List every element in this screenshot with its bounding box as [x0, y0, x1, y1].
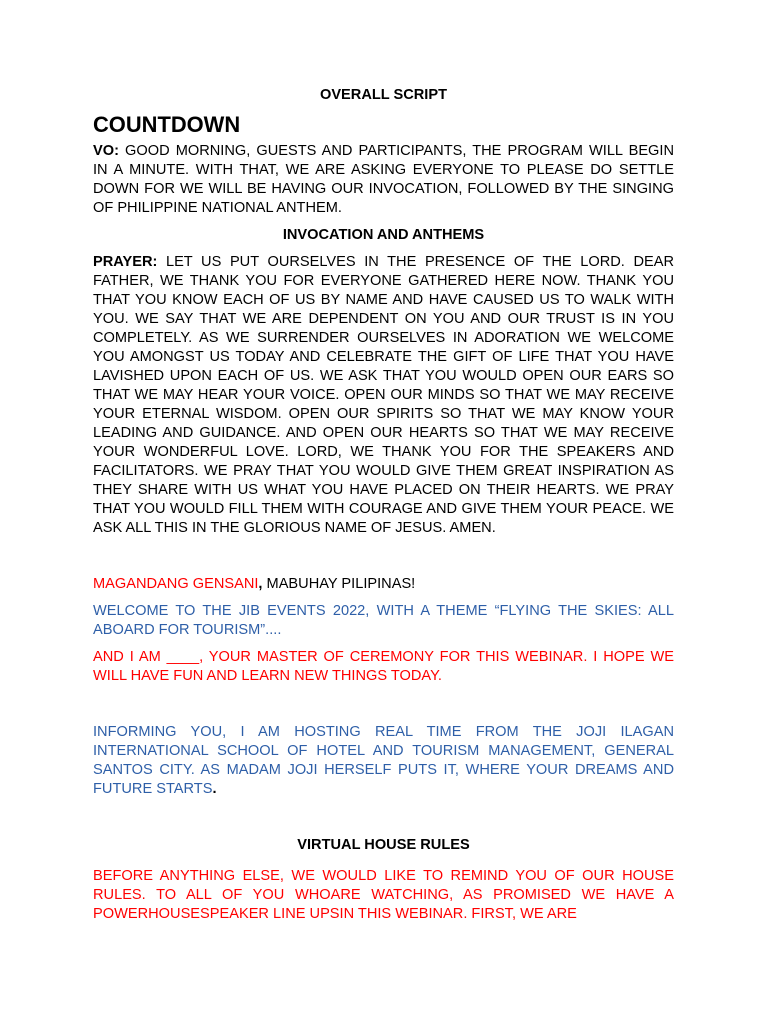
host-intro-paragraph: AND I AM ____, YOUR MASTER OF CEREMONY FOR THIS WEBINAR. I HOPE WE WILL HAVE FUN AND LEARN NEW THINGS TODAY.: [93, 649, 674, 684]
welcome-paragraph: WELCOME TO THE JIB EVENTS 2022, WITH A THEME “FLYING THE SKIES: ALL ABOARD FOR TOURISM”....: [93, 603, 674, 638]
countdown-heading: COUNTDOWN: [93, 112, 241, 137]
countdown-paragraph: [93, 142, 674, 218]
prayer-paragraph: [93, 253, 674, 538]
prayer-label: PRAYER:: [93, 254, 158, 270]
prayer-text: LET US PUT OURSELVES IN THE PRESENCE OF THE LORD. DEAR FATHER, WE THANK YOU FOR EVERYONE GATHERED HERE NOW. THANK YOU THAT YOU KNOW EACH OF US BY NAME AND HAVE CAUSED US TO WALK WITH YOU. WE SAY THAT WE ARE DEPENDENT ON YOU AND OUR TRUST IS IN YOU COMPLETELY. AS WE SURRENDER OURSELVES IN ADORATION WE WELCOME YOU AMONGST US TODAY AND CELEBRATE THE GIFT OF LIFE THAT YOU HAVE LAVISHED UPON EACH OF US. WE ASK THAT YOU WOULD OPEN OUR EARS SO THAT WE MAY HEAR YOUR VOICE. OPEN OUR MINDS SO THAT WE MAY RECEIVE YOUR ETERNAL WISDOM. OPEN OUR SPIRITS SO THAT WE MAY KNOW YOUR LEADING AND GUIDANCE. AND OPEN OUR HEARTS SO THAT WE MAY RECEIVE YOUR WONDERFUL LOVE. LORD, WE THANK YOU FOR THE SPEAKERS AND FACILITATORS. WE PRAY THAT YOU WOULD GIVE THEM GREAT INSPIRATION AS THEY SHARE WITH US WHAT YOU HAVE PLACED ON THEIR HEARTS. WE PRAY THAT YOU WOULD FILL THEM WITH COURAGE AND GIVE THEM YOUR PEACE. WE ASK ALL THIS IN THE GLORIOUS NAME OF JESUS. AMEN.: [93, 254, 674, 536]
informing-paragraph: [93, 723, 674, 799]
document-page: [93, 86, 674, 924]
vo-label: VO:: [93, 143, 119, 159]
countdown-text: GOOD MORNING, GUESTS AND PARTICIPANTS, THE PROGRAM WILL BEGIN IN A MINUTE. WITH THAT, WE ARE ASKING EVERYONE TO PLEASE DO SETTLE DOWN FOR WE WILL BE HAVING OUR INVOCATION, FOLLOWED BY THE SINGING OF PHILIPPINE NATIONAL ANTHEM.: [93, 143, 674, 216]
greeting-red-text: MAGANDANG GENSANI: [93, 576, 259, 592]
greeting-comma: ,: [258, 576, 263, 592]
greeting-rest-text: MABUHAY PILIPINAS!: [262, 576, 416, 592]
document-title: OVERALL SCRIPT: [319, 87, 448, 103]
informing-text: INFORMING YOU, I AM HOSTING REAL TIME FROM THE JOJI ILAGAN INTERNATIONAL SCHOOL OF HOTEL AND TOURISM MANAGEMENT, GENERAL SANTOS CITY. AS MADAM JOJI HERSELF PUTS IT, WHERE YOUR DREAMS AND FUTURE STARTS: [93, 724, 674, 797]
house-rules-paragraph: BEFORE ANYTHING ELSE, WE WOULD LIKE TO REMIND YOU OF OUR HOUSE RULES. TO ALL OF YOU WHOARE WATCHING, AS PROMISED WE HAVE A POWERHOUSESPEAKER LINE UPSIN THIS WEBINAR. FIRST, WE ARE: [93, 868, 674, 922]
invocation-heading: INVOCATION AND ANTHEMS: [282, 227, 485, 243]
greeting-line: [93, 575, 674, 594]
informing-period: .: [212, 781, 217, 797]
house-rules-heading: VIRTUAL HOUSE RULES: [297, 837, 470, 853]
